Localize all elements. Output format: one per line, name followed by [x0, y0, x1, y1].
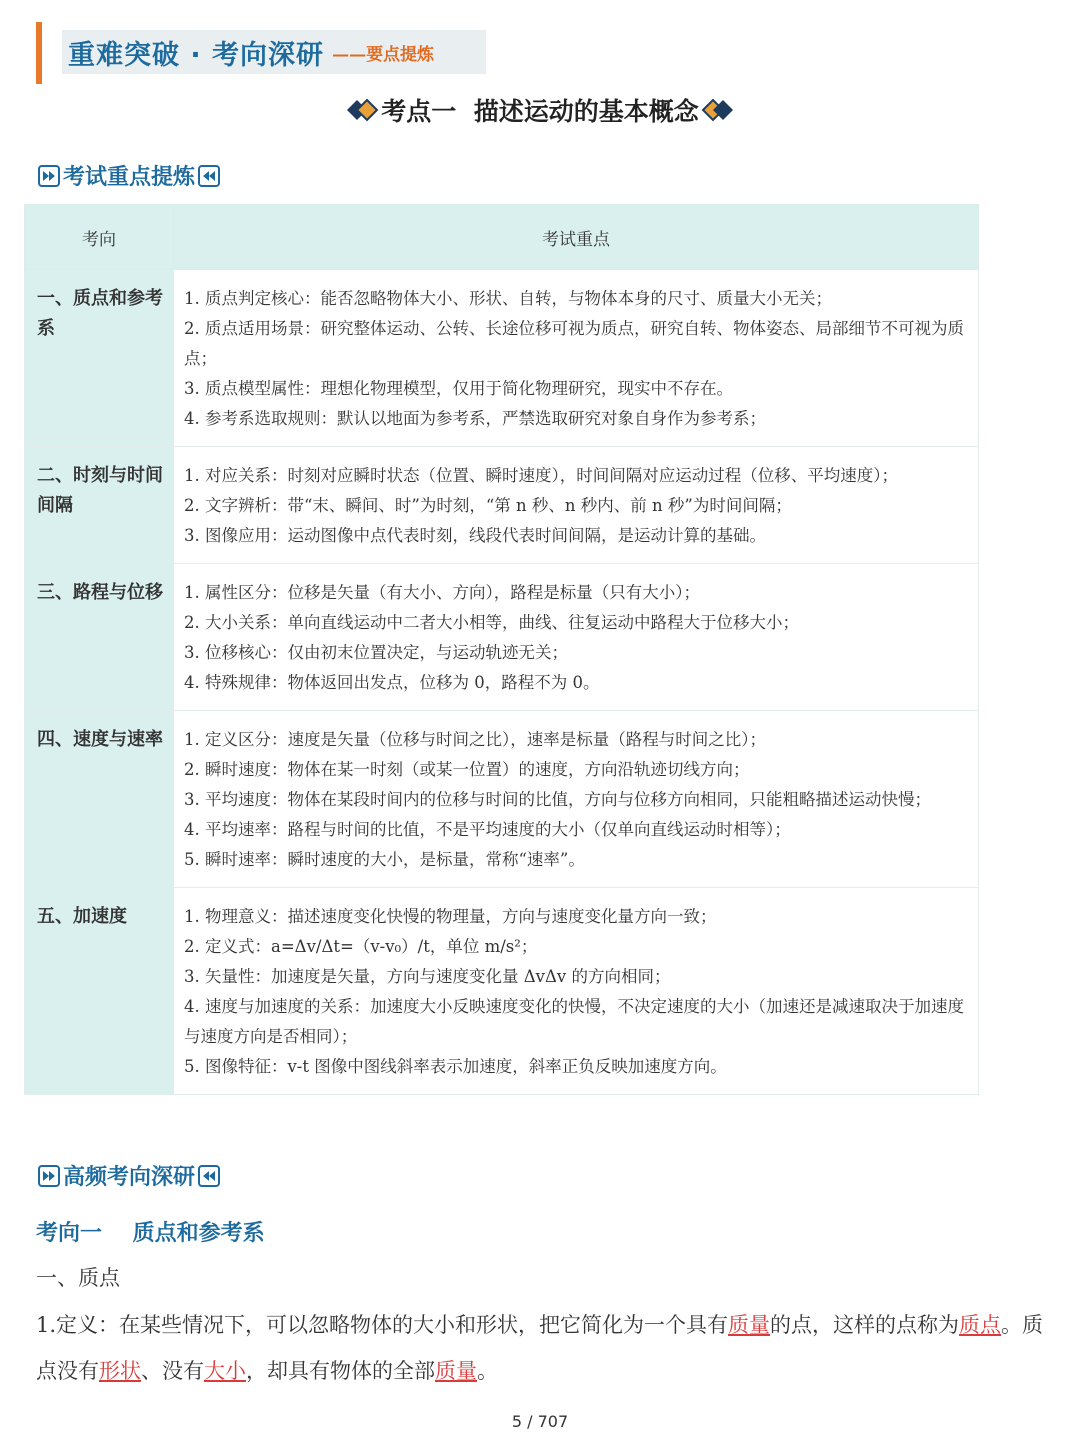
table-header-row — [25, 205, 979, 270]
topic-heading — [0, 92, 1080, 128]
row-points — [174, 270, 979, 447]
topic-title: 考点一 描述运动的基本概念 — [381, 97, 699, 126]
point-item: 1. 质点判定核心：能否忽略物体大小、形状、自转，与物体本身的尺寸、质量大小无关； — [184, 289, 832, 308]
rewind-icon — [198, 165, 220, 187]
point-item: 3. 位移核心：仅由初末位置决定，与运动轨迹无关； — [184, 643, 568, 662]
row-direction: 五、加速度 — [25, 888, 174, 1095]
header-accent-bar — [36, 22, 42, 84]
para-text: 1.定义：在某些情况下，可以忽略物体的大小和形状，把它简化为一个具有 — [36, 1313, 729, 1337]
para-text: 。 — [477, 1359, 498, 1383]
section-title: 高频考向深研 — [63, 1165, 196, 1190]
point-item: 2. 大小关系：单向直线运动中二者大小相等，曲线、往复运动中路程大于位移大小； — [184, 613, 799, 632]
row-direction: 三、路程与位移 — [25, 564, 174, 711]
definition-paragraph — [36, 1302, 1046, 1394]
para-text: 的点，这样的点称为 — [770, 1313, 960, 1337]
section-title: 考试重点提炼 — [63, 165, 196, 190]
point-item: 4. 速度与加速度的关系：加速度大小反映速度变化的快慢，不决定速度的大小（加速还是减速取决于加速度与速度方向是否相同）； — [184, 997, 964, 1046]
point-item: 2. 定义式：a=Δv/Δt=（v-v₀）/t，单位 m/s²； — [184, 937, 538, 956]
para-text: ，却具有物体的全部 — [246, 1359, 435, 1383]
row-points — [174, 447, 979, 564]
point-item: 3. 质点模型属性：理想化物理模型，仅用于简化物理研究，现实中不存在。 — [184, 379, 733, 398]
header-box — [62, 30, 486, 74]
key-points-table — [24, 204, 979, 1095]
row-points — [174, 888, 979, 1095]
table-row — [25, 711, 979, 888]
para-text: 、没有 — [141, 1359, 204, 1383]
point-item: 4. 平均速率：路程与时间的比值，不是平均速度的大小（仅单向直线运动时相等）； — [184, 820, 791, 839]
header-title: 重难突破 · 考向深研 — [68, 39, 325, 71]
point-item: 1. 对应关系：时刻对应瞬时状态（位置、瞬时速度），时间间隔对应运动过程（位移、平均速度）； — [184, 466, 898, 485]
keyword-size: 大小 — [204, 1359, 246, 1383]
keyword-mass: 质量 — [435, 1359, 477, 1383]
point-item: 2. 质点适用场景：研究整体运动、公转、长途位移可视为质点，研究自转、物体姿态、局部细节不可视为质点； — [184, 319, 964, 368]
column-header-points: 考试重点 — [174, 205, 979, 270]
diamond-ornament-left-icon — [345, 96, 379, 124]
row-points — [174, 711, 979, 888]
section-heading-deep-study — [38, 1160, 220, 1191]
point-item: 3. 矢量性：加速度是矢量，方向与速度变化量 ΔvΔv 的方向相同； — [184, 967, 671, 986]
row-direction: 四、速度与速率 — [25, 711, 174, 888]
point-item: 2. 文字辨析：带“末、瞬间、时”为时刻，“第 n 秒、n 秒内、前 n 秒”为时间间隔； — [184, 496, 792, 515]
row-direction: 二、时刻与时间间隔 — [25, 447, 174, 564]
sub-heading: 一、质点 — [36, 1266, 120, 1290]
point-item: 4. 参考系选取规则：默认以地面为参考系，严禁选取研究对象自身作为参考系； — [184, 409, 766, 428]
section-heading-key-points — [38, 160, 220, 191]
subsection-title: 考向一 质点和参考系 — [36, 1221, 265, 1246]
point-item: 5. 瞬时速率：瞬时速度的大小，是标量，常称“速率”。 — [184, 850, 585, 869]
point-item: 3. 图像应用：运动图像中点代表时刻，线段代表时间间隔，是运动计算的基础。 — [184, 526, 766, 545]
table-row — [25, 564, 979, 711]
point-item: 1. 属性区分：位移是矢量（有大小、方向），路程是标量（只有大小）； — [184, 583, 700, 602]
point-item: 1. 定义区分：速度是矢量（位移与时间之比），速率是标量（路程与时间之比）； — [184, 730, 766, 749]
table-row — [25, 888, 979, 1095]
row-direction: 一、质点和参考系 — [25, 270, 174, 447]
point-item: 2. 瞬时速度：物体在某一时刻（或某一位置）的速度，方向沿轨迹切线方向； — [184, 760, 750, 779]
point-item: 1. 物理意义：描述速度变化快慢的物理量，方向与速度变化量方向一致； — [184, 907, 717, 926]
point-item: 3. 平均速度：物体在某段时间内的位移与时间的比值，方向与位移方向相同，只能粗略描述运动快慢； — [184, 790, 931, 809]
column-header-direction: 考向 — [25, 205, 174, 270]
diamond-ornament-right-icon — [701, 96, 735, 124]
table-row — [25, 270, 979, 447]
keyword-particle: 质点 — [959, 1313, 1002, 1337]
table-row — [25, 447, 979, 564]
fast-forward-icon — [38, 165, 60, 187]
page-number: 5 / 707 — [511, 1412, 569, 1431]
point-item: 4. 特殊规律：物体返回出发点，位移为 0，路程不为 0。 — [184, 673, 600, 692]
para-text: 。质点没有 — [36, 1313, 1044, 1383]
row-points — [174, 564, 979, 711]
rewind-icon — [198, 1165, 220, 1187]
point-item: 5. 图像特征：v-t 图像中图线斜率表示加速度，斜率正负反映加速度方向。 — [184, 1057, 727, 1076]
keyword-mass: 质量 — [728, 1313, 771, 1337]
keyword-shape: 形状 — [99, 1359, 141, 1383]
header-subtitle: ——要点提炼 — [332, 44, 435, 65]
fast-forward-icon — [38, 1165, 60, 1187]
